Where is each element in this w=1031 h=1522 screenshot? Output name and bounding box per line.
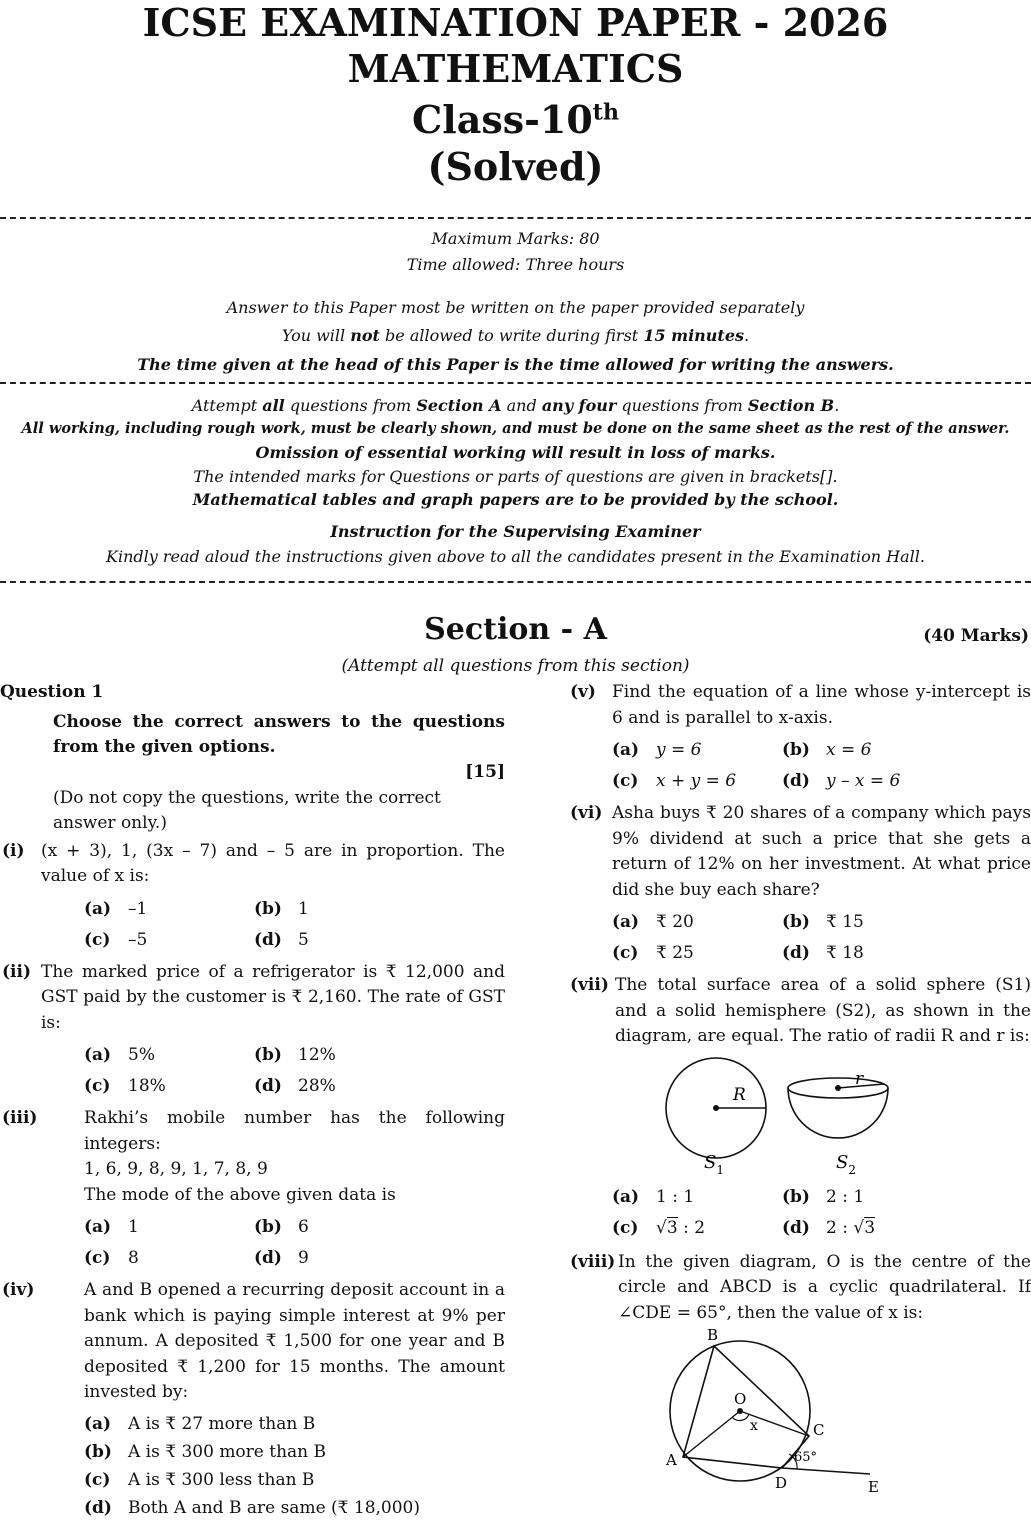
- divider-top: [0, 217, 1031, 219]
- options-iv: [84, 1410, 505, 1522]
- option-d[interactable]: (d) 2 : √3: [782, 1217, 876, 1238]
- class-superscript: th: [592, 99, 619, 126]
- question-iii-text2: The mode of the above given data is: [84, 1184, 396, 1205]
- question-number: (viii): [570, 1251, 616, 1272]
- option-a[interactable]: (a) 5%: [84, 1045, 155, 1065]
- option-b[interactable]: (b) ₹ 15: [782, 912, 864, 932]
- option-b[interactable]: (b) 1: [254, 898, 309, 919]
- question-1-title: Question 1: [0, 682, 104, 702]
- question-1-note: (Do not copy the questions, write the correct answer only.): [53, 787, 441, 833]
- subject-title: MATHEMATICS: [347, 46, 684, 91]
- instruction-9: Instruction for the Supervising Examiner: [330, 522, 701, 541]
- option-d[interactable]: (d) Both A and B are same (₹ 18,000): [84, 1497, 420, 1518]
- option-c[interactable]: (c) x + y = 6: [612, 771, 737, 791]
- instruction-10: Kindly read aloud the instructions given above to all the candidates present in the Examination Hall.: [106, 547, 925, 566]
- divider-bottom: [0, 581, 1031, 583]
- option-a[interactable]: (a) 1: [84, 1217, 139, 1237]
- label-R: R: [733, 1084, 746, 1105]
- right-column: [570, 680, 1031, 1494]
- section-title: Section - A: [424, 612, 607, 647]
- label-C: C: [813, 1421, 825, 1439]
- question-number: (iii): [2, 1108, 38, 1128]
- label-B: B: [707, 1326, 719, 1344]
- option-d[interactable]: (d) ₹ 18: [782, 943, 864, 963]
- label-D: D: [775, 1474, 788, 1492]
- option-c[interactable]: (c) 8: [84, 1248, 139, 1268]
- instruction-4: Attempt all questions from Section A and any four questions from Section B.: [191, 396, 840, 415]
- question-text: The total surface area of a solid sphere (S1) and a solid hemisphere (S2), as shown in the diagram, are equal. The ratio of radii R and r is:: [615, 975, 1031, 1046]
- question-number: (vi): [570, 803, 603, 823]
- option-a[interactable]: (a) –1: [84, 898, 148, 919]
- section-note: (Attempt all questions from this section): [341, 656, 690, 676]
- question-text: The marked price of a refrigerator is ₹ 12,000 and GST paid by the customer is ₹ 2,160. The rate of GST is:: [41, 961, 505, 1033]
- question-1-marks: [15]: [465, 762, 505, 782]
- label-S2: $S_2$: [836, 1151, 856, 1177]
- option-c[interactable]: (c) ₹ 25: [612, 943, 694, 963]
- label-O: O: [734, 1390, 747, 1408]
- question-ii: [0, 960, 505, 1037]
- question-number: (v): [570, 682, 596, 702]
- question-iv: [0, 1278, 505, 1406]
- label-E: E: [868, 1478, 879, 1494]
- instruction-8: Mathematical tables and graph papers are to be provided by the school.: [192, 490, 839, 509]
- divider-middle: [0, 382, 1031, 384]
- options-vii: [612, 1182, 1031, 1244]
- option-c[interactable]: (c) A is ₹ 300 less than B: [84, 1469, 315, 1490]
- question-text: A and B opened a recurring deposit account in a bank which is paying simple interest at 9% per annum. A deposited ₹ 1,500 for one year and B deposited ₹ 1,200 for 15 months. The amount invested by:: [84, 1280, 505, 1402]
- question-vi: [570, 801, 1031, 903]
- question-iii-data: 1, 6, 9, 8, 9, 1, 7, 8, 9: [84, 1159, 268, 1179]
- label-S1: $S_1$: [704, 1151, 724, 1177]
- question-i: [0, 839, 505, 890]
- left-column: [0, 680, 505, 1522]
- option-d[interactable]: (d) 9: [254, 1248, 309, 1268]
- max-marks: Maximum Marks: 80: [431, 229, 600, 248]
- option-c[interactable]: (c) –5: [84, 929, 148, 950]
- option-d[interactable]: (d) 28%: [254, 1076, 336, 1096]
- instruction-1: Answer to this Paper most be written on the paper provided separately: [226, 298, 805, 317]
- option-b[interactable]: (b) 12%: [254, 1045, 336, 1065]
- label-A: A: [666, 1451, 677, 1469]
- radius-OA: [683, 1411, 740, 1457]
- question-text: Asha buys ₹ 20 shares of a company which pays 9% dividend at such a price that she gets a return of 12% on her investment. At what price did she buy each share?: [612, 803, 1031, 900]
- question-vii: [570, 973, 1031, 1050]
- option-c[interactable]: (c) √3 : 2: [612, 1217, 706, 1238]
- option-d[interactable]: (d) 5: [254, 929, 309, 950]
- question-number: (vii): [570, 975, 609, 995]
- hemisphere-centre: [835, 1085, 841, 1091]
- instruction-2: You will not be allowed to write during first 15 minutes.: [281, 326, 750, 345]
- option-b[interactable]: (b) A is ₹ 300 more than B: [84, 1441, 327, 1462]
- cyclic-quadrilateral-diagram: [570, 1326, 1031, 1494]
- option-a[interactable]: (a) A is ₹ 27 more than B: [84, 1413, 316, 1434]
- question-text: (x + 3), 1, (3x – 7) and – 5 are in proportion. The value of x is:: [41, 840, 505, 886]
- option-a[interactable]: (a) ₹ 20: [612, 912, 694, 932]
- question-text: In the given diagram, O is the centre of the circle and ABCD is a cyclic quadrilateral. If ∠CDE = 65°, then the value of x is:: [618, 1251, 1031, 1323]
- instruction-7: The intended marks for Questions or parts of questions are given in brackets[].: [193, 467, 838, 486]
- question-iii: [0, 1106, 505, 1157]
- options-vi: [612, 907, 1031, 969]
- option-b[interactable]: (b) 2 : 1: [782, 1186, 865, 1207]
- options-iii: [84, 1212, 505, 1274]
- question-viii: [570, 1250, 1031, 1327]
- label-x: x: [750, 1418, 758, 1434]
- option-b[interactable]: (b) x = 6: [782, 740, 872, 760]
- option-a[interactable]: (a) y = 6: [612, 740, 702, 760]
- line-DE: [782, 1468, 870, 1474]
- label-65: 65°: [794, 1450, 818, 1465]
- option-c[interactable]: (c) 18%: [84, 1076, 166, 1096]
- label-r: r: [855, 1068, 864, 1089]
- section-marks: (40 Marks): [923, 626, 1029, 646]
- instruction-3: The time given at the head of this Paper is the time allowed for writing the answers.: [137, 355, 894, 374]
- class-label: Class-10: [412, 97, 593, 142]
- time-allowed: Time allowed: Three hours: [406, 255, 625, 274]
- question-number: (i): [2, 840, 25, 861]
- sphere-centre: [713, 1105, 719, 1111]
- question-number: (ii): [2, 961, 32, 982]
- centre-O: [737, 1408, 743, 1414]
- paper-title: ICSE EXAMINATION PAPER - 2026: [142, 0, 889, 45]
- question-text: Find the equation of a line whose y-intercept is 6 and is parallel to x-axis.: [612, 682, 1031, 728]
- question-text: Rakhi’s mobile number has the following integers:: [84, 1108, 505, 1154]
- instruction-5: All working, including rough work, must be clearly shown, and must be done on the same sheet as the rest of the answer.: [21, 420, 1010, 437]
- sphere-hemisphere-diagram: [570, 1056, 1031, 1180]
- option-a[interactable]: (a) 1 : 1: [612, 1186, 695, 1207]
- options-i: [84, 894, 505, 956]
- class-title: [0, 97, 1031, 142]
- question-1-instruction: Choose the correct answers to the questions from the given options. [15]: [53, 710, 505, 761]
- question-number: (iv): [2, 1280, 35, 1300]
- options-v: [612, 735, 1031, 797]
- instruction-6: Omission of essential working will result in loss of marks.: [255, 443, 776, 462]
- option-b[interactable]: (b) 6: [254, 1217, 309, 1237]
- options-ii: [84, 1040, 505, 1102]
- question-v: [570, 680, 1031, 731]
- option-d[interactable]: (d) y – x = 6: [782, 771, 901, 791]
- solved-title: (Solved): [427, 144, 604, 189]
